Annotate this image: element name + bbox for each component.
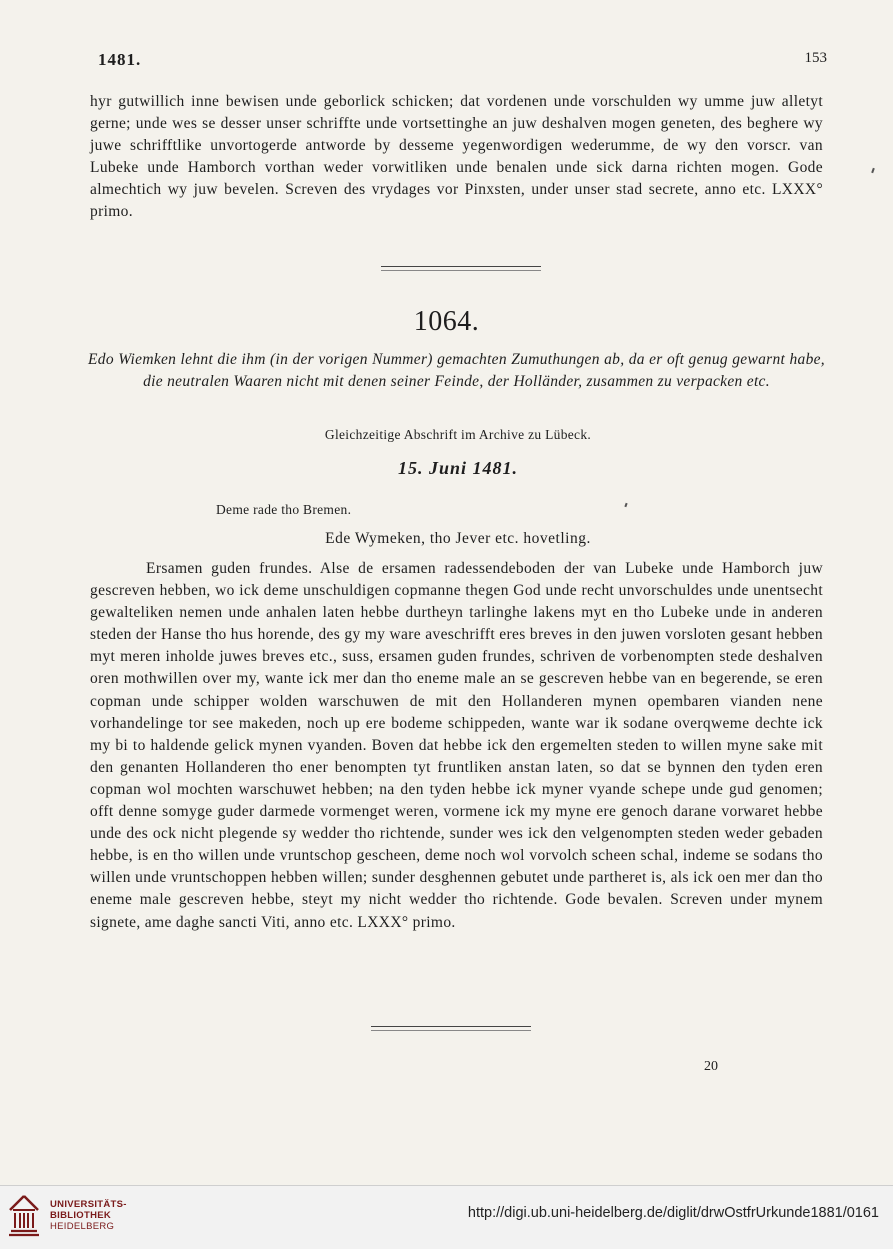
section-divider	[371, 1026, 531, 1031]
document-summary: Edo Wiemken lehnt die ihm (in der vorigen Nummer) gemachten Zumuthungen ab, da er oft genug gewarnt habe, die neutralen Waaren nicht mit denen seiner Feinde, der Holländer, zusammen zu verpacken etc.	[88, 351, 825, 390]
running-header-year: 1481.	[98, 50, 142, 69]
page-number: 153	[804, 50, 827, 66]
source-note: Gleichzeitige Abschrift im Archive zu Lübeck.	[324, 427, 592, 442]
letter-sender: Ede Wymeken, tho Jever etc. hovetling.	[325, 530, 591, 547]
document-date: 15. Juni 1481.	[397, 458, 519, 478]
previous-document-ending: hyr gutwillich inne bewisen unde geborlick schicken; dat vordenen unde vorschulden wy umme juw alletyt gerne; unde wes se desser unser schriffte unde vortsettinghe an juw deshalven mogen geneten, des beghere wy juwe schrifftlike unvortogerde antworde by desseme yegenwordigen wederumme, de wy den vorscr. van Lubeke unde Hamborch vorthan weder vorwitliken unde benalen unde sick darna richten mogen. Gode almechtich wy juw bevelen. Screven des vrydages vor Pinxsten, under unser stad secrete, anno etc. LXXX° primo.	[90, 93, 823, 221]
sheet-signature-number: 20	[704, 1059, 718, 1074]
permalink-url[interactable]: http://digi.ub.uni-heidelberg.de/diglit/drwOstfrUrkunde1881/0161	[467, 1205, 879, 1221]
library-logo-icon	[8, 1194, 40, 1238]
document-number: 1064.	[413, 306, 480, 337]
letter-body: Ersamen guden frundes. Alse de ersamen radessendeboden der van Lubeke unde Hamborch juw gescreven hebben, wo ick deme unschuldigen copmanne thegen God unde recht unvorschuldes unde unentsecht gewalteliken nemen unde anhalen laten hebbe durtheyn tarlinghe lakens myt en tho Lubeke unde in anderen steden der Hanse tho hus horende, des gy my ware aveschrifft eres breves in den juwen vorsloten gesant hebben myt meren inholde juwes breves etc., suss, ersamen guden frundes, schriven de vorbenompten stede deshalven oren mothwillen over my, wante ick mer dan tho eneme male an se gescreven hebbe van en begerende, se eren copman unde schipper wolden warschuwen de mit den Hollanderen mynen opembaren vianden nene vorhandelinge tor see makeden, noch up ere bodeme schippeden, wante war ik sodane overqweme dechte ick my bi to haldende gelick mynen vyanden. Boven dat hebbe ick den ergemelten steden to willen myne sake mit den genanten Hollanderen tho ener benompten tyt fruntliken anstan laten, so dat se bynnen den tyden eren copman wol mochten warschuwet hebben; na den tyden hebbe ick myner vyande schepe unde gud genomen; offt denne somyge guder darmede vormenget weren, vormene ick my myne ere genoch darane vorwaret hebbe unde des ock nicht plegende sy wedder tho richtende, sunder wes ick den velgenompten steden weder gebaden hebbe, is en tho willen unde vruntschop gescheen, deme noch wol vorvolch scheen schal, indeme se sodans tho willen unde vruntschoppen hebben willen; sunder desghennen gebutet unde partheret is, als ick oen mer dan tho eneme male gescreven hebbe, steyt my nicht wedder tho richtende. Gode bevalen. Screven under mynem signete, ame daghe sancti Viti, anno etc. LXXX° primo.	[90, 560, 823, 931]
letter-address: Deme rade tho Bremen.	[216, 502, 352, 517]
library-footer	[0, 1185, 893, 1249]
scan-speck	[624, 503, 627, 507]
library-name: UNIVERSITÄTS- BIBLIOTHEK HEIDELBERG	[50, 1199, 127, 1232]
section-divider	[381, 266, 541, 271]
scan-speck	[871, 168, 875, 173]
